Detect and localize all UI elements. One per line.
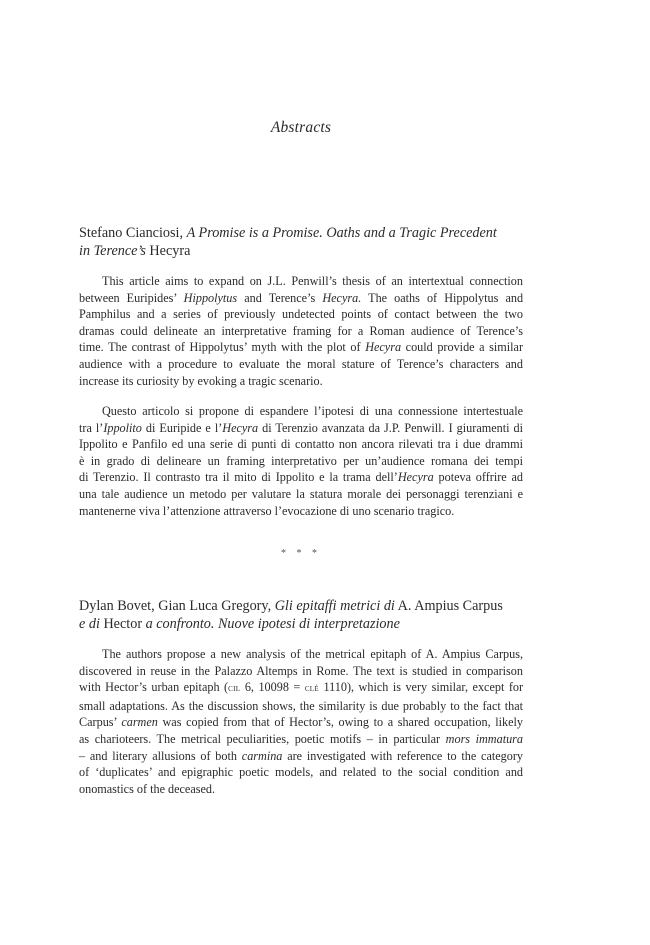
text-line: Ippolito e Panfilo ed una serie di punti di contatto non ancora rilevati tra i due drammi xyxy=(79,437,523,452)
text-line: as charioteers. The metrical peculiarities, poetic motifs – in particular mors immatura xyxy=(79,731,524,746)
article2-heading-line2: e di Hector a confronto. Nuove ipotesi di interpretazione xyxy=(79,616,400,632)
page xyxy=(79,0,523,945)
article2-name: A. Ampius Carpus xyxy=(397,598,503,614)
text-line: mantenerne viva l’attenzione attraverso l’evocazione di uno scenario tragico. xyxy=(79,503,455,518)
text-line: This article aims to expand on J.L. Penwill’s thesis of an intertextual connection xyxy=(102,274,523,288)
text-line: of ‘duplicates’ and epigraphic poetic models, and related to the social condition and xyxy=(79,765,523,780)
text-line: between Euripides’ Hippolytus and Terence’s Hecyra. The oaths of Hippolytus and xyxy=(79,290,524,305)
text-line: time. The contrast of Hippolytus’ myth with the plot of Hecyra could provide a similar xyxy=(79,340,524,355)
article2-heading-line1 xyxy=(79,597,523,615)
article1-heading-line2 xyxy=(79,242,523,260)
article1-heading xyxy=(79,224,523,260)
text-line: audience with a procedure to evaluate the moral stature of Terence’s characters and xyxy=(79,356,523,371)
text-line: discovered in reuse in the Palazzo Altemps in Rome. The text is studied in comparison xyxy=(79,663,523,678)
article1-heading-line1 xyxy=(79,224,523,242)
text-line: dramas could delineate an interpretative framing for a Roman audience of Terence’s xyxy=(79,323,523,338)
text-line: di Terenzio. Il contrasto tra il mito di Ippolito e la trama dell’Hecyra poteva offrire ad xyxy=(79,470,524,485)
article2-heading xyxy=(79,597,523,633)
text-line: è in grado di delineare un framing interpretativo per un’audience romana dei tempi xyxy=(79,453,523,468)
text-line: Pamphilus and a series of previously undetected points of contact between the two xyxy=(79,307,523,322)
article1-abstract-italian xyxy=(79,403,523,519)
text-line: – and literary allusions of both carmina are investigated with reference to the category xyxy=(79,748,524,763)
text-line: Questo articolo si propone di espandere l’ipotesi di una connessione intertestuale xyxy=(102,404,523,418)
section-separator: * * * xyxy=(281,548,321,559)
text-line: Carpus’ carmen was copied from that of Hector’s, owing to a shared occupation, likely xyxy=(79,715,524,730)
article2-title: Gli epitaffi metrici di xyxy=(274,598,395,614)
text-line: small adaptations. As the discussion shows, the similarity is due probably to the fact that xyxy=(79,698,523,713)
article1-title: A Promise is a Promise. Oaths and a Tragic Precedent xyxy=(186,225,497,241)
text-line: onomastics of the deceased. xyxy=(79,781,216,796)
text-line: with Hector’s urban epitaph (cil 6, 10098 = clé 1110), which is very similar, except for xyxy=(79,680,524,695)
article2-authors: Dylan Bovet, Gian Luca Gregory, xyxy=(79,598,272,614)
article1-abstract-english xyxy=(79,273,523,389)
article2-abstract-english xyxy=(79,646,523,797)
article1-title-cont: in Terence’s xyxy=(79,243,146,259)
article1-work: Hecyra xyxy=(149,243,191,259)
text-line: The authors propose a new analysis of the metrical epitaph of A. Ampius Carpus, xyxy=(102,647,523,661)
page-title: Abstracts xyxy=(270,119,332,136)
text-line: tra l’Ippolito di Euripide e l’Hecyra di Terenzio avanzata da J.P. Penwill. I giuramenti di xyxy=(79,420,523,435)
text-line: una tale audience un metodo per valutare la statura morale dei personaggi terenziani e xyxy=(79,486,523,501)
article2-hector: Hector xyxy=(103,616,143,632)
text-line: increase its curiosity by evoking a tragic scenario. xyxy=(79,373,323,388)
article2-title-cont: a confronto. Nuove ipotesi di interpretazione xyxy=(145,616,400,632)
article1-author: Stefano Cianciosi, xyxy=(79,225,184,241)
